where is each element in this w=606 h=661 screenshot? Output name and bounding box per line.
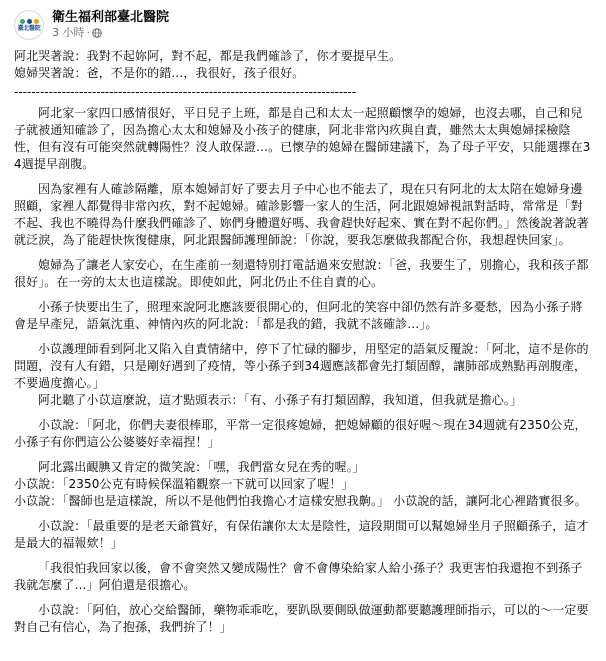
intro-line: 阿北哭著說：我對不起妳阿，對不起，都是我們確診了，你才要提早生。: [14, 49, 402, 63]
story-paragraph: 小孫子快要出生了，照理來說阿北應該要很開心的，但阿北的笑容中卻仍然有許多憂愁，因為小孫子將會是早產兒，語氣沈重、神情內疚的阿北說：「都是我的錯，我就不該確診…」。: [14, 300, 583, 331]
story-paragraph: 小苡說：「阿伯，放心交給醫師，藥物乖乖吃，要趴臥要側臥做運動都要聽護理師指示，可以的～一定要對自己有信心，為了抱孫，我們拚了！」: [14, 603, 589, 634]
story-paragraph: 小苡說：「阿北，你們夫妻很棒耶，平常一定很疼媳婦，把媳婦顧的很好喔～現在34週就有2350公克，小孫子有你們這公公婆婆好幸福捏！」: [14, 418, 587, 449]
story-paragraph: 阿北露出靦腆又肯定的微笑說：「嘿，我們當女兒在秀的喔。」: [38, 460, 365, 474]
story-paragraph: 阿北聽了小苡這麼說，這才點頭表示：「有、小孫子有打類固醇，我知道，但我就是擔心。」: [38, 393, 523, 407]
globe-icon[interactable]: [92, 28, 102, 38]
story-paragraph: 「我很怕我回家以後，會不會突然又變成陽性？會不會傳染給家人給小孫子？我更害怕我還抱不到孫子我就怎麼了…」阿伯還是很擔心。: [14, 561, 583, 592]
story-paragraph: 阿北家一家四口感情很好，平日兒子上班，都是自己和太太一起照顧懷孕的媳婦，也沒去哪，自己和兒子就被通知確診了，因為擔心太太和媳婦及小孩子的健康，阿北非常內疚與自責，雖然太太與媳婦採檢陰性，但有沒有可能突然就轉陽性？沒人敢保證…。已懷孕的媳婦在醫師建議下，為了母子平安，只能選擇在34週提早剖腹。: [14, 106, 591, 171]
post-meta: [52, 10, 169, 40]
section-divider: -------------------------------------------------------------------------------: [14, 85, 357, 99]
post-subline: [52, 25, 169, 40]
post-timestamp[interactable]: 3 小時: [52, 26, 85, 39]
story-paragraph: 因為家裡有人確診隔離，原本媳婦訂好了要去月子中心也不能去了，現在只有阿北的太太陪在媳婦身邊照顧，家裡人都覺得非常內疚，對不起媳婦。確診影響一家人的生活，阿北跟媳婦視訊對話時，常常是「對不起、我也不曉得為什麼我們確診了、妳們身體還好嗎、我會趕快好起來、實在對不起你們。」然後說著說著就泛淚，為了能趕快恢復健康，阿北跟醫師護理師說：「你說，要我怎麼做我都配合你，我想趕快回家」。: [14, 182, 589, 247]
story-paragraph: 小苡說：「2350公克有時候保溫箱觀察一下就可以回家了喔！」: [14, 477, 354, 491]
meta-separator: ·: [86, 26, 90, 39]
intro-line: 媳婦哭著說：爸，不是你的錯…，我很好，孩子很好。: [14, 66, 305, 80]
story-paragraph: 小苡說：「醫師也是這樣說，所以不是他們怕我擔心才這樣安慰我齁。」 小苡說的話，讓阿北心裡踏實很多。: [14, 494, 587, 508]
avatar-label: 臺北醫院: [17, 24, 41, 32]
story-paragraph: 媳婦為了讓老人家安心，在生產前一刻還特別打電話過來安慰說：「爸，我要生了，別擔心，我和孩子都很好」。在一旁的太太也這樣說。即使如此，阿北仍止不住自責的心。: [14, 258, 589, 289]
story-paragraph: 小苡說：「最重要的是老天爺賞好，有保佑讓你太太是陰性，這段期間可以幫媳婦坐月子照顧孫子，這才是最大的福報欸！」: [14, 519, 589, 550]
post-body: [14, 48, 594, 636]
story-paragraph: 小苡護理師看到阿北又陷入自責情緒中，停下了忙碌的腳步，用堅定的語氣反覆說：「阿北，這不是你的問題，沒有人有錯，只是剛好遇到了疫情，等小孫子到34週應該都會先打類固醇，讓肺部成熟點再剖腹產，不要過度擔心。」: [14, 342, 589, 390]
page-avatar[interactable]: [14, 10, 44, 40]
page-name-link[interactable]: 衛生福利部臺北醫院: [52, 10, 170, 25]
post-header: [14, 10, 594, 40]
hospital-logo-icon: [20, 19, 39, 24]
